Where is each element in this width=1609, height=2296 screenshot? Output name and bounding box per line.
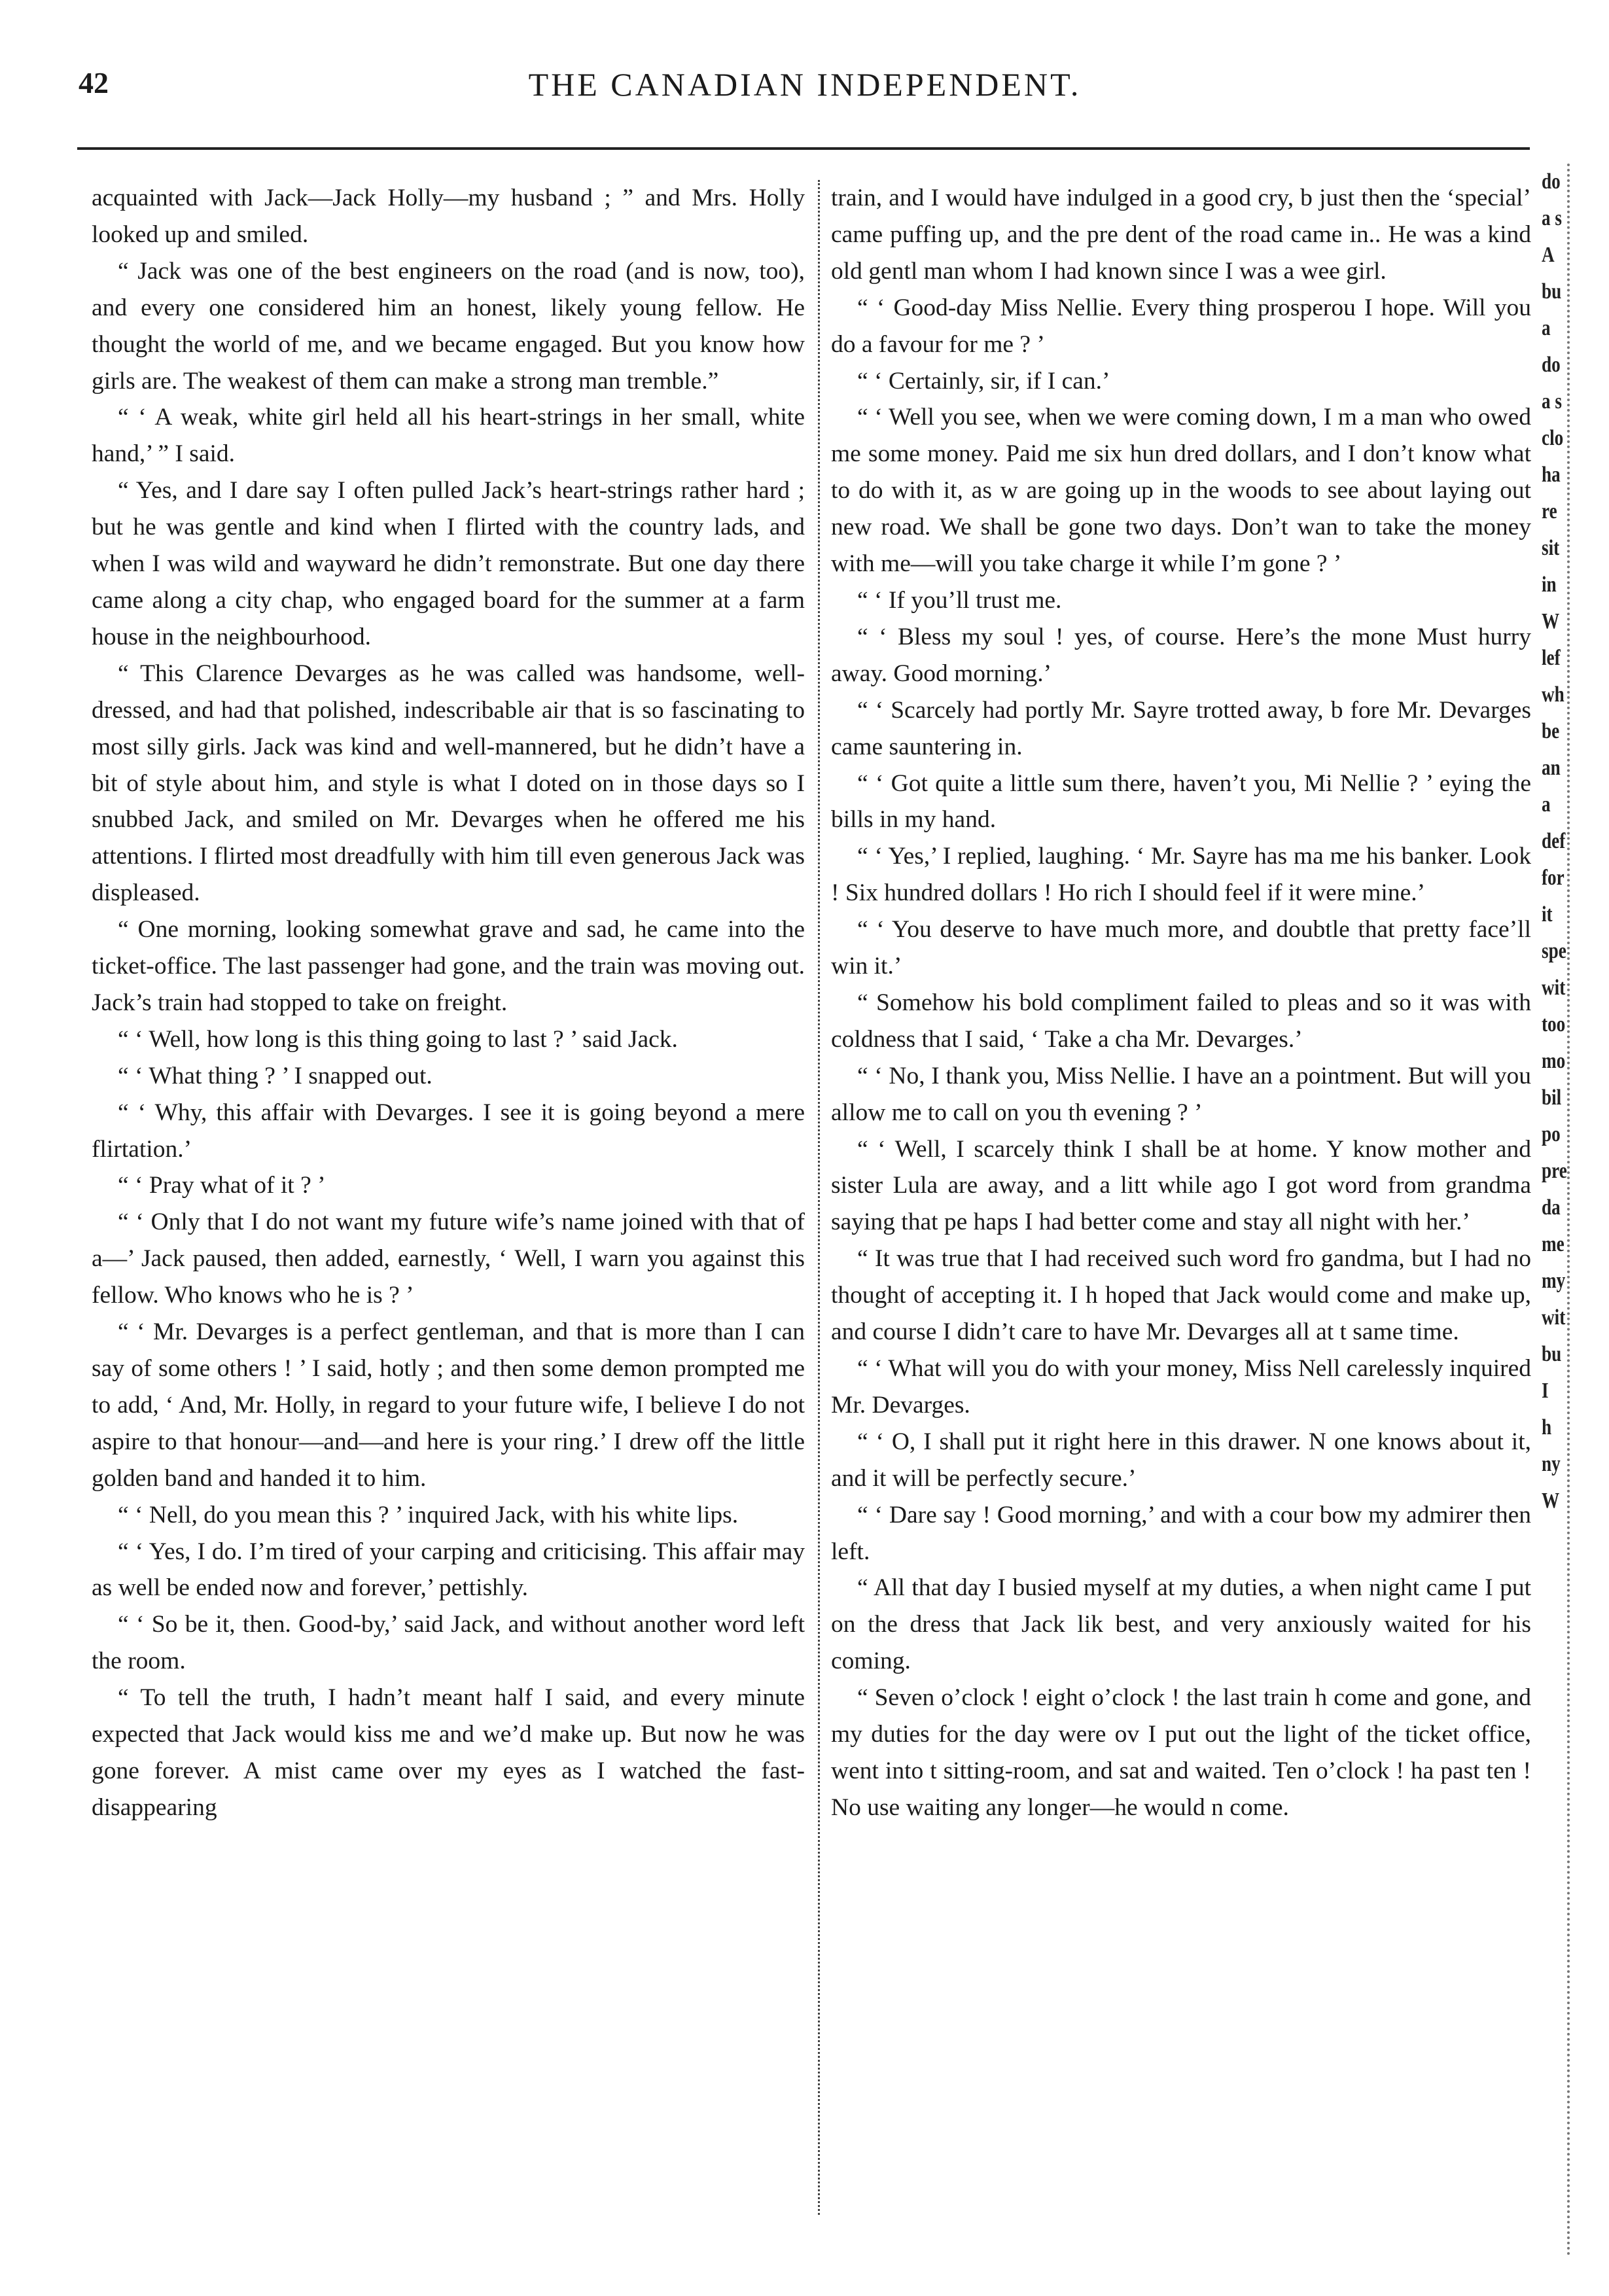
right-paragraph: “ ‘ Dare say ! Good morning,’ and with a cour bow my admirer then left. bbox=[831, 1501, 1531, 1565]
edge-fragment: clo bbox=[1542, 426, 1564, 450]
edge-fragment: do bbox=[1542, 169, 1561, 194]
page-header bbox=[72, 59, 1538, 111]
right-paragraph: “ ‘ If you’ll trust me. bbox=[857, 586, 1062, 614]
left-paragraph: “ ‘ So be it, then. Good-by,’ said Jack, and without another word left the room. bbox=[92, 1611, 805, 1675]
left-paragraph: “ To tell the truth, I hadn’t meant half I said, and every minute expected that Jack would kiss me and we’d make up. But now he was gone forever. A mist came over my eyes as I watched the fast-disappearing bbox=[92, 1684, 805, 1821]
right-paragraph: “ ‘ Bless my soul ! yes, of course. Here’s the mone Must hurry away. Good morning.’ bbox=[831, 623, 1531, 687]
column-divider bbox=[818, 180, 820, 2215]
edge-fragment: def bbox=[1542, 829, 1566, 853]
edge-fragment: sit bbox=[1542, 536, 1560, 560]
edge-fragment: W bbox=[1542, 609, 1560, 633]
left-paragraph: “ Jack was one of the best engineers on the road (and is now, too), and every one considered him an honest, likely young fellow. He thought the world of me, and we became engaged. But you know how girls are. The weakest of them can make a strong man tremble.” bbox=[92, 257, 805, 395]
left-paragraph: acquainted with Jack—Jack Holly—my husband ; ” and Mrs. Holly looked up and smiled. bbox=[92, 185, 805, 248]
right-paragraph: train, and I would have indulged in a good cry, b just then the ‘special’ came puffing up, and the pre dent of the road came in.. He was a kind old gentl man whom I had known since I was a wee girl. bbox=[831, 185, 1531, 285]
edge-fragment: W bbox=[1542, 1489, 1560, 1513]
edge-fragment: da bbox=[1542, 1195, 1561, 1220]
edge-fragment: wh bbox=[1542, 682, 1565, 707]
edge-fragment: mo bbox=[1542, 1049, 1566, 1073]
edge-fragment: do bbox=[1542, 353, 1561, 377]
left-paragraph: “ ‘ Why, this affair with Devarges. I see it is going beyond a mere flirtation.’ bbox=[92, 1099, 805, 1163]
right-paragraph: “ ‘ O, I shall put it right here in this drawer. N one knows about it, and it will be perfectly secure.’ bbox=[831, 1428, 1531, 1492]
left-paragraph: “ ‘ Pray what of it ? ’ bbox=[118, 1172, 326, 1199]
edge-fragment: I bbox=[1542, 1379, 1549, 1403]
right-paragraph: “ ‘ No, I thank you, Miss Nellie. I have an a pointment. But will you allow me to call on you th evening ? ’ bbox=[831, 1062, 1531, 1126]
edge-fragment: ny bbox=[1542, 1452, 1561, 1476]
left-paragraph: “ ‘ Yes, I do. I’m tired of your carping and criticising. This affair may as well be ended now and forever,’ pettishly. bbox=[92, 1538, 805, 1602]
left-paragraph: “ ‘ What thing ? ’ I snapped out. bbox=[118, 1062, 433, 1089]
edge-fragment: it bbox=[1542, 902, 1553, 927]
edge-fragment: a bbox=[1542, 316, 1551, 340]
edge-fragment: for bbox=[1542, 866, 1565, 890]
left-paragraph: “ This Clarence Devarges as he was called was handsome, well-dressed, and had that polished, indescribable air that is so fascinating to most silly girls. Jack was kind and well-mannered, but he didn’t have a bit of style about him, and style is what I doted on in those days so I snubbed Jack, and smiled on Mr. Devarges when he offered me his attentions. I flirted most dreadfully with him till even generous Jack was displeased. bbox=[92, 660, 805, 907]
edge-fragment: bu bbox=[1542, 279, 1562, 304]
edge-fragment: my bbox=[1542, 1269, 1566, 1293]
edge-fragment: po bbox=[1542, 1122, 1561, 1146]
edge-fragment: an bbox=[1542, 756, 1561, 780]
publication-title: THE CANADIAN INDEPENDENT. bbox=[528, 66, 1082, 103]
left-paragraph: “ ‘ Only that I do not want my future wife’s name joined with that of a—’ Jack paused, then added, earnestly, ‘ Well, I warn you against this fellow. Who knows who he is ? ’ bbox=[92, 1209, 805, 1309]
edge-fragment: wit bbox=[1542, 976, 1566, 1000]
right-paragraph: “ Somehow his bold compliment failed to pleas and so it was with coldness that I said, ‘ Take a cha Mr. Devarges.’ bbox=[831, 989, 1531, 1053]
edge-fragment: spe bbox=[1542, 939, 1566, 963]
left-paragraph: “ ‘ Nell, do you mean this ? ’ inquired Jack, with his white lips. bbox=[118, 1501, 739, 1528]
edge-fragment: be bbox=[1542, 719, 1560, 743]
edge-fragment: wit bbox=[1542, 1305, 1566, 1330]
right-column bbox=[831, 180, 1531, 1826]
edge-fragment: me bbox=[1542, 1232, 1565, 1256]
edge-fragment: a s bbox=[1542, 389, 1562, 414]
right-paragraph: “ It was true that I had received such word fro gandma, but I had no thought of accepting it. I h hoped that Jack would come and make up, and course I didn’t care to have Mr. Devarges all at t same time. bbox=[831, 1245, 1531, 1346]
edge-fragment: in bbox=[1542, 573, 1557, 597]
left-paragraph: “ One morning, looking somewhat grave and sad, he came into the ticket-office. The last passenger had gone, and the train was moving out. Jack’s train had stopped to take on freight. bbox=[92, 916, 805, 1016]
left-paragraph: “ ‘ Well, how long is this thing going to last ? ’ said Jack. bbox=[118, 1025, 678, 1053]
page-number: 42 bbox=[79, 66, 109, 99]
edge-fragment: bil bbox=[1542, 1086, 1562, 1110]
right-paragraph: “ ‘ Scarcely had portly Mr. Sayre trotted away, b fore Mr. Devarges came sauntering in. bbox=[831, 696, 1531, 760]
edge-fragment: ha bbox=[1542, 463, 1561, 487]
edge-fragment: h bbox=[1542, 1415, 1552, 1439]
left-column bbox=[92, 180, 805, 1826]
right-paragraph: “ All that day I busied myself at my duties, a when night came I put on the dress that Jack lik best, and very anxiously waited for his coming. bbox=[831, 1574, 1531, 1675]
edge-fragment: too bbox=[1542, 1012, 1566, 1036]
edge-fragment: A bbox=[1542, 243, 1555, 267]
edge-fragment: lef bbox=[1542, 646, 1561, 670]
header-rule bbox=[77, 147, 1530, 150]
right-paragraph: “ Seven o’clock ! eight o’clock ! the last train h come and gone, and my duties for the day were ov I put out the light of the ticket office, went into t sitting-room, and sat and waited. Ten o’clock ! ha past ten ! No use waiting any longer—he would n come. bbox=[831, 1684, 1531, 1821]
left-paragraph: “ Yes, and I dare say I often pulled Jack’s heart-strings rather hard ; but he was gentle and kind when I flirted with the country lads, and when I was wild and wayward he didn’t remonstrate. But one day there came along a city chap, who engaged board for the summer at a farm house in the neighbourhood. bbox=[92, 477, 805, 650]
right-paragraph: “ ‘ What will you do with your money, Miss Nell carelessly inquired Mr. Devarges. bbox=[831, 1355, 1531, 1419]
right-paragraph: “ ‘ Well you see, when we were coming down, I m a man who owed me some money. Paid me six hun dred dollars, and I don’t know what to do with it, as w are going up in the woods to see about laying out new road. We shall be gone two days. Don’t wan to take the money with me—will you take charge it while I’m gone ? ’ bbox=[831, 404, 1531, 578]
edge-fragment: a s bbox=[1542, 206, 1562, 230]
right-paragraph: “ ‘ Yes,’ I replied, laughing. ‘ Mr. Sayre has ma me his banker. Look ! Six hundred dollars ! Ho rich I should feel if it were mine.’ bbox=[831, 843, 1531, 907]
edge-fragment: bu bbox=[1542, 1342, 1562, 1366]
edge-fragment: pre bbox=[1542, 1159, 1567, 1183]
edge-fragment: re bbox=[1542, 499, 1557, 523]
right-paragraph: “ ‘ Got quite a little sum there, haven’t you, Mi Nellie ? ’ eying the bills in my hand. bbox=[831, 769, 1531, 834]
right-paragraph: “ ‘ Certainly, sir, if I can.’ bbox=[857, 367, 1110, 395]
left-paragraph: “ ‘ A weak, white girl held all his heart-strings in her small, white hand,’ ” I said. bbox=[92, 404, 805, 468]
adjacent-page-edge bbox=[1531, 164, 1609, 2257]
right-paragraph: “ ‘ Well, I scarcely think I shall be at home. Y know mother and sister Lula are away, and a litt while ago I got word from grandma saying that pe haps I had better come and stay all night with her.’ bbox=[831, 1135, 1531, 1236]
left-paragraph: “ ‘ Mr. Devarges is a perfect gentleman, and that is more than I can say of some others ! ’ I said, hotly ; and then some demon prompted me to add, ‘ And, Mr. Holly, in regard to your future wife, I believe I do not aspire to that honour—and—and here is your ring.’ I drew off the little golden band and handed it to him. bbox=[92, 1318, 805, 1492]
right-paragraph: “ ‘ You deserve to have much more, and doubtle that pretty face’ll win it.’ bbox=[831, 916, 1531, 980]
edge-fragment: a bbox=[1542, 792, 1551, 817]
right-paragraph: “ ‘ Good-day Miss Nellie. Every thing prosperou I hope. Will you do a favour for me ? ’ bbox=[831, 294, 1531, 358]
